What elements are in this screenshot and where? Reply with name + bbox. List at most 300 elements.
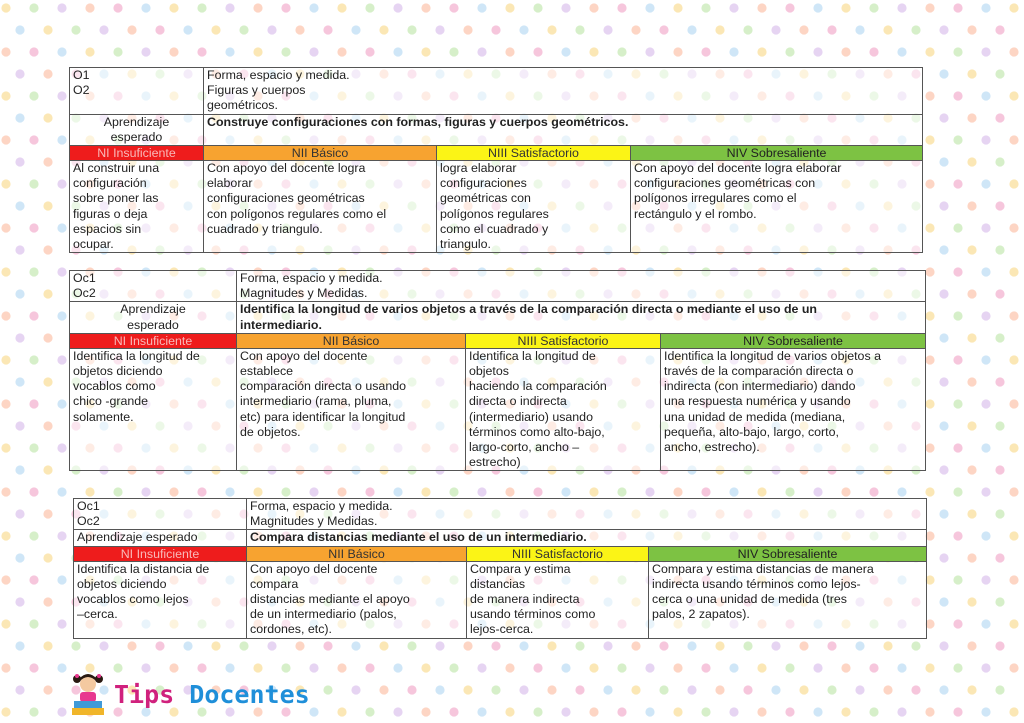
background-dot bbox=[211, 641, 220, 650]
background-dot bbox=[813, 487, 822, 496]
background-dot bbox=[1009, 619, 1018, 628]
background-dot bbox=[589, 487, 598, 496]
background-dot bbox=[939, 685, 948, 694]
background-dot bbox=[897, 707, 906, 716]
background-dot bbox=[449, 663, 458, 672]
background-dot bbox=[925, 223, 934, 232]
background-dot bbox=[463, 25, 472, 34]
background-dot bbox=[939, 157, 948, 166]
background-dot bbox=[309, 707, 318, 716]
background-dot bbox=[701, 663, 710, 672]
background-dot bbox=[505, 47, 514, 56]
background-dot bbox=[491, 685, 500, 694]
background-dot bbox=[981, 355, 990, 364]
background-dot bbox=[869, 3, 878, 12]
background-dot bbox=[99, 641, 108, 650]
background-dot bbox=[43, 157, 52, 166]
background-dot bbox=[911, 685, 920, 694]
background-dot bbox=[995, 113, 1004, 122]
background-dot bbox=[57, 311, 66, 320]
background-dot bbox=[953, 531, 962, 540]
background-dot bbox=[323, 25, 332, 34]
background-dot bbox=[281, 3, 290, 12]
background-dot bbox=[673, 663, 682, 672]
table-row bbox=[70, 348, 926, 471]
background-dot bbox=[617, 487, 626, 496]
background-dot bbox=[743, 685, 752, 694]
background-dot bbox=[29, 135, 38, 144]
background-dot bbox=[981, 179, 990, 188]
background-dot bbox=[1009, 135, 1018, 144]
background-dot bbox=[43, 597, 52, 606]
background-dot bbox=[253, 47, 262, 56]
background-dot bbox=[15, 289, 24, 298]
background-dot bbox=[225, 487, 234, 496]
organizadores-cell: Oc1 Oc2 bbox=[74, 499, 247, 530]
descriptor-level-3: logra elaborar configuraciones geométricas con polígonos regulares como el cuadrado y triangulo. bbox=[437, 161, 631, 253]
background-dot bbox=[939, 597, 948, 606]
level-2-header: NII Básico bbox=[247, 546, 467, 561]
background-dot bbox=[673, 3, 682, 12]
background-dot bbox=[197, 47, 206, 56]
background-dot bbox=[15, 69, 24, 78]
descriptor-level-2: Con apoyo del docente establece comparación directa o usando intermediario (rama, pluma, etc) para identificar la longitud de objetos. bbox=[237, 348, 466, 471]
rubric-table-3 bbox=[73, 498, 927, 639]
background-dot bbox=[57, 487, 66, 496]
background-dot bbox=[827, 685, 836, 694]
background-dot bbox=[827, 25, 836, 34]
background-dot bbox=[953, 355, 962, 364]
background-dot bbox=[337, 3, 346, 12]
background-dot bbox=[995, 641, 1004, 650]
background-dot bbox=[113, 47, 122, 56]
background-dot bbox=[561, 663, 570, 672]
background-dot bbox=[85, 47, 94, 56]
background-dot bbox=[169, 47, 178, 56]
background-dot bbox=[617, 663, 626, 672]
background-dot bbox=[57, 179, 66, 188]
background-dot bbox=[71, 25, 80, 34]
background-dot bbox=[351, 25, 360, 34]
background-dot bbox=[953, 443, 962, 452]
background-dot bbox=[757, 487, 766, 496]
background-dot bbox=[953, 135, 962, 144]
background-dot bbox=[29, 47, 38, 56]
background-dot bbox=[477, 707, 486, 716]
background-dot bbox=[1009, 311, 1018, 320]
background-dot bbox=[967, 289, 976, 298]
level-2-header: NII Básico bbox=[204, 146, 437, 161]
background-dot bbox=[1, 531, 10, 540]
background-dot bbox=[393, 707, 402, 716]
background-dot bbox=[43, 333, 52, 342]
tips-docentes-logo bbox=[68, 672, 310, 716]
background-dot bbox=[15, 509, 24, 518]
background-dot bbox=[43, 421, 52, 430]
background-dot bbox=[659, 25, 668, 34]
background-dot bbox=[309, 487, 318, 496]
background-dot bbox=[799, 25, 808, 34]
background-dot bbox=[351, 685, 360, 694]
background-dot bbox=[505, 663, 514, 672]
background-dot bbox=[337, 487, 346, 496]
background-dot bbox=[981, 707, 990, 716]
background-dot bbox=[561, 3, 570, 12]
background-dot bbox=[15, 553, 24, 562]
background-dot bbox=[939, 333, 948, 342]
background-dot bbox=[533, 47, 542, 56]
background-dot bbox=[225, 3, 234, 12]
background-dot bbox=[729, 487, 738, 496]
background-dot bbox=[155, 641, 164, 650]
background-dot bbox=[295, 641, 304, 650]
background-dot bbox=[533, 663, 542, 672]
background-dot bbox=[29, 487, 38, 496]
background-dot bbox=[771, 685, 780, 694]
level-1-header: NI Insuficiente bbox=[74, 546, 247, 561]
table-row bbox=[74, 530, 927, 546]
aprendizaje-label-cell: Aprendizaje esperado bbox=[70, 114, 204, 145]
background-dot bbox=[981, 531, 990, 540]
background-dot bbox=[43, 245, 52, 254]
background-dot bbox=[57, 135, 66, 144]
background-dot bbox=[729, 707, 738, 716]
background-dot bbox=[981, 3, 990, 12]
background-dot bbox=[687, 25, 696, 34]
background-dot bbox=[687, 641, 696, 650]
background-dot bbox=[407, 685, 416, 694]
background-dot bbox=[57, 443, 66, 452]
background-dot bbox=[379, 641, 388, 650]
background-dot bbox=[393, 3, 402, 12]
table-row bbox=[74, 561, 927, 638]
background-dot bbox=[967, 113, 976, 122]
background-dot bbox=[603, 25, 612, 34]
background-dot bbox=[281, 47, 290, 56]
descriptor-level-4: Con apoyo del docente logra elaborar configuraciones geométricas con polígonos irregulares como el rectángulo y el rombo. bbox=[631, 161, 923, 253]
background-dot bbox=[15, 113, 24, 122]
background-dot bbox=[897, 487, 906, 496]
background-dot bbox=[519, 685, 528, 694]
background-dot bbox=[967, 597, 976, 606]
background-dot bbox=[1009, 47, 1018, 56]
background-dot bbox=[939, 641, 948, 650]
background-dot bbox=[15, 201, 24, 210]
background-dot bbox=[169, 487, 178, 496]
background-dot bbox=[911, 641, 920, 650]
background-dot bbox=[15, 597, 24, 606]
background-dot bbox=[925, 707, 934, 716]
background-dot bbox=[659, 641, 668, 650]
background-dot bbox=[57, 663, 66, 672]
background-dot bbox=[57, 355, 66, 364]
background-dot bbox=[43, 201, 52, 210]
background-dot bbox=[771, 641, 780, 650]
background-dot bbox=[225, 47, 234, 56]
background-dot bbox=[967, 553, 976, 562]
background-dot bbox=[925, 179, 934, 188]
background-dot bbox=[29, 443, 38, 452]
background-dot bbox=[813, 3, 822, 12]
background-dot bbox=[995, 377, 1004, 386]
background-dot bbox=[869, 487, 878, 496]
background-dot bbox=[1, 179, 10, 188]
background-dot bbox=[925, 663, 934, 672]
background-dot bbox=[673, 487, 682, 496]
background-dot bbox=[785, 47, 794, 56]
background-dot bbox=[43, 641, 52, 650]
background-dot bbox=[29, 267, 38, 276]
background-dot bbox=[897, 47, 906, 56]
background-dot bbox=[43, 553, 52, 562]
background-dot bbox=[365, 707, 374, 716]
background-dot bbox=[617, 3, 626, 12]
background-dot bbox=[995, 685, 1004, 694]
background-dot bbox=[967, 245, 976, 254]
background-dot bbox=[29, 663, 38, 672]
background-dot bbox=[309, 663, 318, 672]
background-dot bbox=[953, 267, 962, 276]
background-dot bbox=[939, 201, 948, 210]
background-dot bbox=[337, 663, 346, 672]
background-dot bbox=[589, 663, 598, 672]
background-dot bbox=[925, 267, 934, 276]
aprendizaje-label-cell: Aprendizaje esperado bbox=[70, 302, 237, 333]
table-row bbox=[70, 271, 926, 302]
background-dot bbox=[449, 3, 458, 12]
background-dot bbox=[785, 663, 794, 672]
background-dot bbox=[57, 619, 66, 628]
background-dot bbox=[939, 421, 948, 430]
background-dot bbox=[43, 69, 52, 78]
background-dot bbox=[967, 509, 976, 518]
background-dot bbox=[785, 3, 794, 12]
background-dot bbox=[925, 135, 934, 144]
background-dot bbox=[85, 487, 94, 496]
background-dot bbox=[939, 465, 948, 474]
background-dot bbox=[15, 685, 24, 694]
background-dot bbox=[967, 201, 976, 210]
background-dot bbox=[1009, 531, 1018, 540]
level-3-header: NIII Satisfactorio bbox=[437, 146, 631, 161]
background-dot bbox=[575, 685, 584, 694]
background-dot bbox=[981, 311, 990, 320]
background-dot bbox=[421, 707, 430, 716]
background-dot bbox=[939, 69, 948, 78]
background-dot bbox=[211, 25, 220, 34]
background-dot bbox=[169, 3, 178, 12]
background-dot bbox=[925, 355, 934, 364]
background-dot bbox=[365, 3, 374, 12]
background-dot bbox=[393, 47, 402, 56]
background-dot bbox=[29, 399, 38, 408]
background-dot bbox=[715, 641, 724, 650]
background-dot bbox=[435, 641, 444, 650]
background-dot bbox=[981, 619, 990, 628]
background-dot bbox=[85, 3, 94, 12]
tema-cell: Forma, espacio y medida. Figuras y cuerpos geométricos. bbox=[204, 68, 923, 115]
background-dot bbox=[939, 245, 948, 254]
background-dot bbox=[925, 3, 934, 12]
background-dot bbox=[29, 311, 38, 320]
background-dot bbox=[267, 25, 276, 34]
background-dot bbox=[15, 157, 24, 166]
background-dot bbox=[995, 465, 1004, 474]
table-row bbox=[70, 302, 926, 333]
background-dot bbox=[645, 487, 654, 496]
background-dot bbox=[197, 487, 206, 496]
background-dot bbox=[757, 663, 766, 672]
background-dot bbox=[995, 333, 1004, 342]
background-dot bbox=[953, 575, 962, 584]
background-dot bbox=[617, 47, 626, 56]
background-dot bbox=[365, 663, 374, 672]
background-dot bbox=[953, 91, 962, 100]
background-dot bbox=[939, 553, 948, 562]
background-dot bbox=[29, 179, 38, 188]
background-dot bbox=[491, 641, 500, 650]
background-dot bbox=[1, 267, 10, 276]
aprendizaje-cell: Identifica la longitud de varios objetos a través de la comparación directa o mediante el uso de un intermediario. bbox=[237, 302, 926, 333]
descriptor-level-2: Con apoyo del docente logra elaborar configuraciones geométricas con polígonos regulares como el cuadrado y triangulo. bbox=[204, 161, 437, 253]
background-dot bbox=[421, 663, 430, 672]
background-dot bbox=[15, 465, 24, 474]
background-dot bbox=[701, 487, 710, 496]
background-dot bbox=[533, 707, 542, 716]
background-dot bbox=[29, 707, 38, 716]
background-dot bbox=[813, 707, 822, 716]
background-dot bbox=[407, 25, 416, 34]
background-dot bbox=[57, 91, 66, 100]
background-dot bbox=[1009, 663, 1018, 672]
background-dot bbox=[785, 487, 794, 496]
background-dot bbox=[1, 399, 10, 408]
descriptor-level-1: Identifica la distancia de objetos diciendo vocablos como lejos –cerca. bbox=[74, 561, 247, 638]
background-dot bbox=[995, 289, 1004, 298]
background-dot bbox=[603, 685, 612, 694]
background-dot bbox=[141, 487, 150, 496]
background-dot bbox=[505, 487, 514, 496]
background-dot bbox=[645, 3, 654, 12]
background-dot bbox=[589, 3, 598, 12]
background-dot bbox=[491, 25, 500, 34]
background-dot bbox=[1, 707, 10, 716]
background-dot bbox=[1009, 487, 1018, 496]
descriptor-level-4: Identifica la longitud de varios objetos a través de la comparación directa o indirecta (con intermediario) dando una respuesta numérica y usando una unidad de medida (mediana, pequeña, alto-bajo, largo, corto, ancho, estrecho). bbox=[661, 348, 926, 471]
background-dot bbox=[855, 641, 864, 650]
table-row bbox=[70, 114, 923, 145]
background-dot bbox=[379, 25, 388, 34]
level-1-header: NI Insuficiente bbox=[70, 333, 237, 348]
background-dot bbox=[1, 47, 10, 56]
background-dot bbox=[519, 641, 528, 650]
background-dot bbox=[547, 641, 556, 650]
background-dot bbox=[953, 399, 962, 408]
background-dot bbox=[925, 47, 934, 56]
background-dot bbox=[967, 69, 976, 78]
background-dot bbox=[309, 3, 318, 12]
background-dot bbox=[813, 663, 822, 672]
background-dot bbox=[967, 377, 976, 386]
background-dot bbox=[141, 47, 150, 56]
background-dot bbox=[281, 487, 290, 496]
background-dot bbox=[743, 25, 752, 34]
background-dot bbox=[799, 685, 808, 694]
background-dot bbox=[1, 619, 10, 628]
background-dot bbox=[1009, 399, 1018, 408]
background-dot bbox=[29, 575, 38, 584]
background-dot bbox=[183, 641, 192, 650]
background-dot bbox=[925, 311, 934, 320]
background-dot bbox=[925, 487, 934, 496]
background-dot bbox=[981, 91, 990, 100]
background-dot bbox=[953, 179, 962, 188]
level-3-header: NIII Satisfactorio bbox=[467, 546, 649, 561]
background-dot bbox=[785, 707, 794, 716]
background-dot bbox=[547, 685, 556, 694]
background-dot bbox=[29, 91, 38, 100]
background-dot bbox=[43, 377, 52, 386]
background-dot bbox=[967, 421, 976, 430]
background-dot bbox=[575, 25, 584, 34]
background-dot bbox=[15, 421, 24, 430]
background-dot bbox=[953, 47, 962, 56]
background-dot bbox=[1009, 3, 1018, 12]
background-dot bbox=[1, 355, 10, 364]
background-dot bbox=[995, 69, 1004, 78]
background-dot bbox=[505, 3, 514, 12]
background-dot bbox=[981, 399, 990, 408]
background-dot bbox=[435, 685, 444, 694]
background-dot bbox=[337, 707, 346, 716]
background-dot bbox=[253, 3, 262, 12]
background-dot bbox=[561, 487, 570, 496]
background-dot bbox=[995, 597, 1004, 606]
background-dot bbox=[631, 25, 640, 34]
background-dot bbox=[967, 465, 976, 474]
background-dot bbox=[127, 641, 136, 650]
levels-row bbox=[70, 333, 926, 348]
background-dot bbox=[925, 399, 934, 408]
background-dot bbox=[449, 47, 458, 56]
background-dot bbox=[1009, 223, 1018, 232]
rubric-table-2 bbox=[69, 270, 926, 471]
background-dot bbox=[435, 25, 444, 34]
organizadores-cell: Oc1 Oc2 bbox=[70, 271, 237, 302]
tema-cell: Forma, espacio y medida. Magnitudes y Medidas. bbox=[247, 499, 927, 530]
background-dot bbox=[323, 685, 332, 694]
background-dot bbox=[995, 25, 1004, 34]
background-dot bbox=[631, 641, 640, 650]
background-dot bbox=[953, 619, 962, 628]
background-dot bbox=[841, 47, 850, 56]
background-dot bbox=[701, 3, 710, 12]
background-dot bbox=[939, 377, 948, 386]
background-dot bbox=[463, 685, 472, 694]
background-dot bbox=[421, 47, 430, 56]
background-dot bbox=[883, 641, 892, 650]
background-dot bbox=[799, 641, 808, 650]
background-dot bbox=[141, 3, 150, 12]
background-dot bbox=[365, 47, 374, 56]
background-dot bbox=[757, 707, 766, 716]
background-dot bbox=[15, 641, 24, 650]
background-dot bbox=[407, 641, 416, 650]
level-4-header: NIV Sobresaliente bbox=[631, 146, 923, 161]
background-dot bbox=[981, 135, 990, 144]
table-row bbox=[70, 161, 923, 253]
background-dot bbox=[743, 641, 752, 650]
